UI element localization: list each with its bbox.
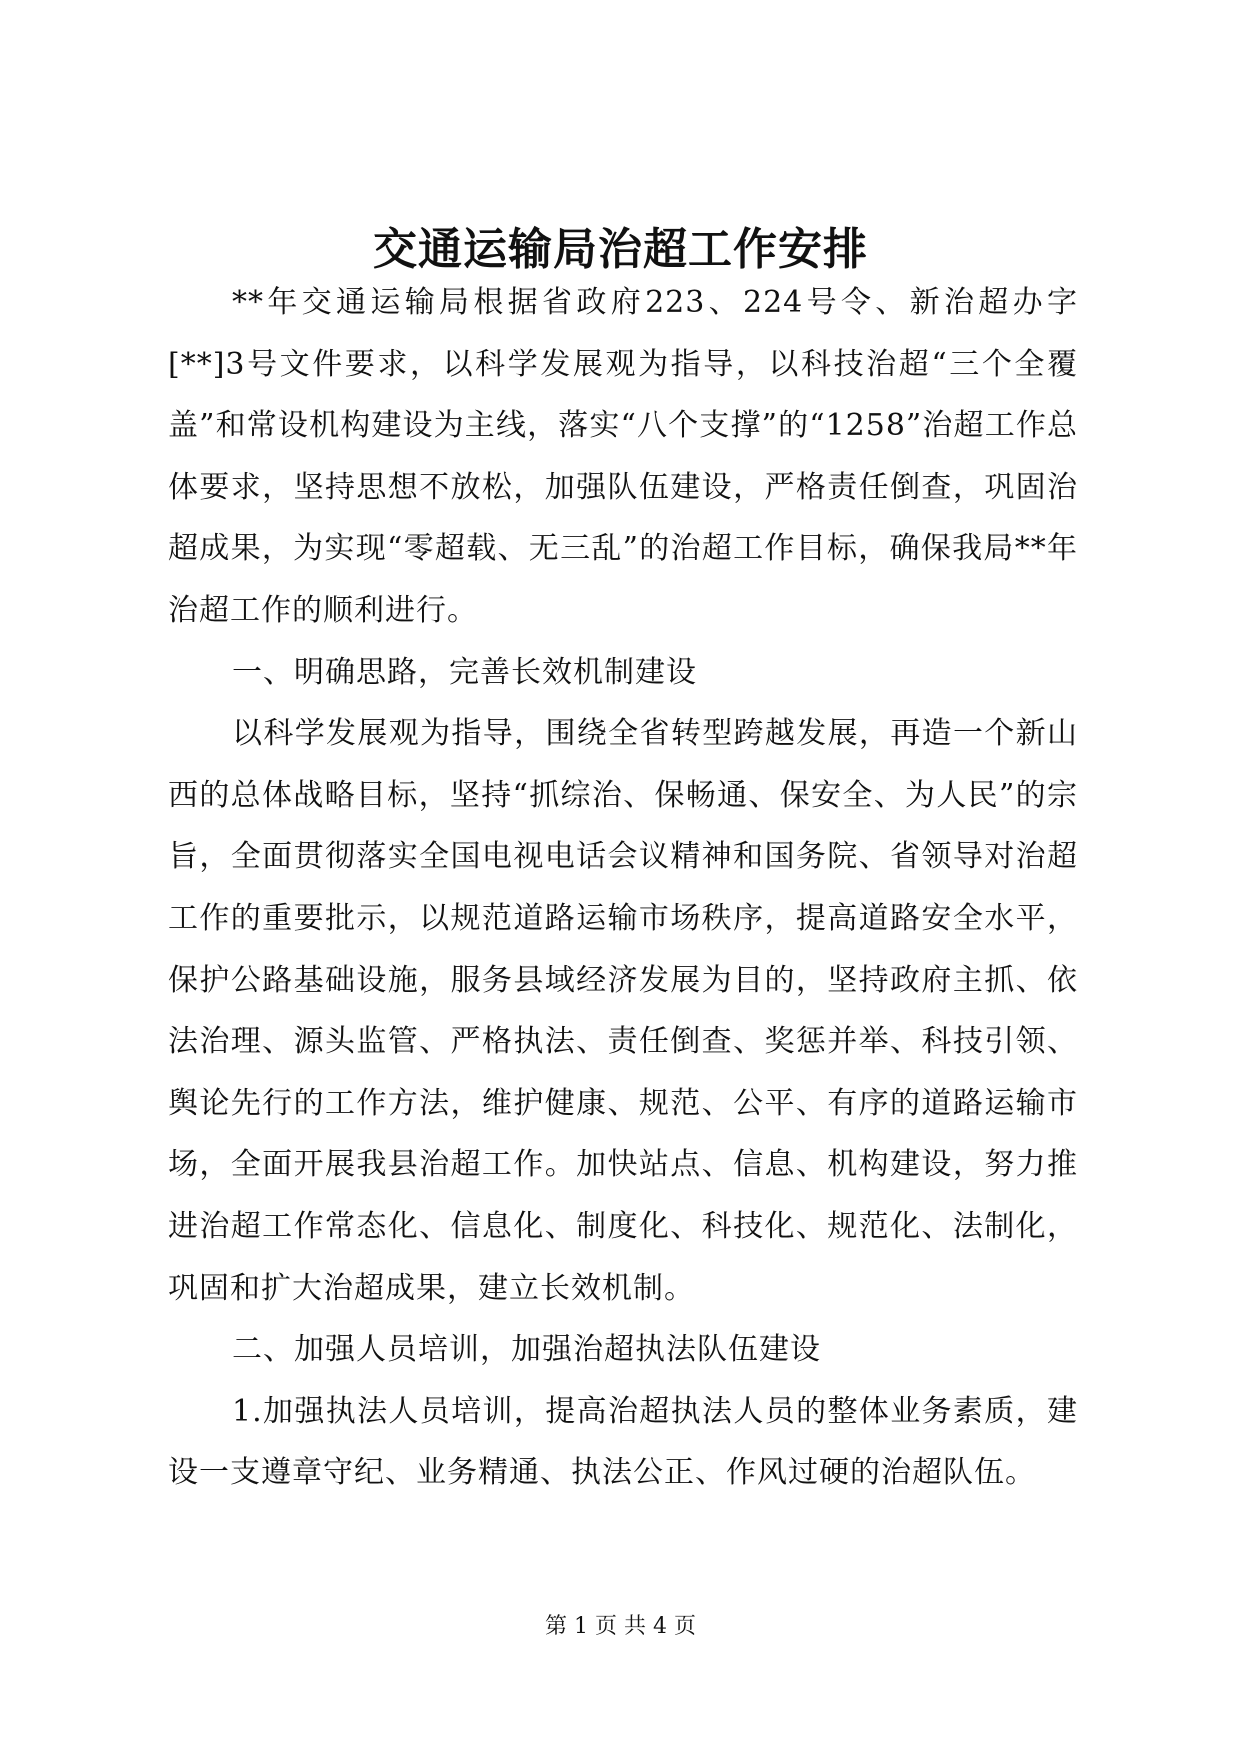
section-heading-2: 二、加强人员培训，加强治超执法队伍建设 — [232, 1332, 821, 1368]
paragraph-section-1: 以科学发展观为指导，围绕全省转型跨越发展，再造一个新山西的总体战略目标，坚持“抓综治、保畅通、保安全、为人民”的宗旨，全面贯彻落实全国电视电话会议精神和国务院、省领导对治超工作的重要批示，以规范道路运输市场秩序，提高道路安全水平，保护公路基础设施，服务县域经济发展为目的，坚持政府主抓、依法治理、源头监管、严格执法、责任倒查、奖惩并举、科技引领、舆论先行的工作方法，维护健康、规范、公平、有序的道路运输市场，全面开展我县治超工作。加快站点、信息、机构建设，努力推进治超工作常态化、信息化、制度化、科技化、规范化、法制化，巩固和扩大治超成果，建立长效机制。 — [168, 716, 1078, 1306]
document-body — [168, 272, 1078, 1504]
page-footer: 第 1 页 共 4 页 — [545, 1614, 696, 1639]
section-heading-1: 一、明确思路，完善长效机制建设 — [232, 654, 697, 690]
document-title: 交通运输局治超工作安排 — [373, 224, 868, 275]
paragraph-item-1: 1.加强执法人员培训，提高治超执法人员的整体业务素质，建设一支遵章守纪、业务精通、执法公正、作风过硬的治超队伍。 — [168, 1393, 1078, 1491]
paragraph-intro: **年交通运输局根据省政府223、224号令、新治超办字[**]3号文件要求，以科学发展观为指导，以科技治超“三个全覆盖”和常设机构建设为主线，落实“八个支撑”的“1258”治超工作总体要求，坚持思想不放松，加强队伍建设，严格责任倒查，巩固治超成果，为实现“零超载、无三乱”的治超工作目标，确保我局**年治超工作的顺利进行。 — [168, 285, 1078, 628]
